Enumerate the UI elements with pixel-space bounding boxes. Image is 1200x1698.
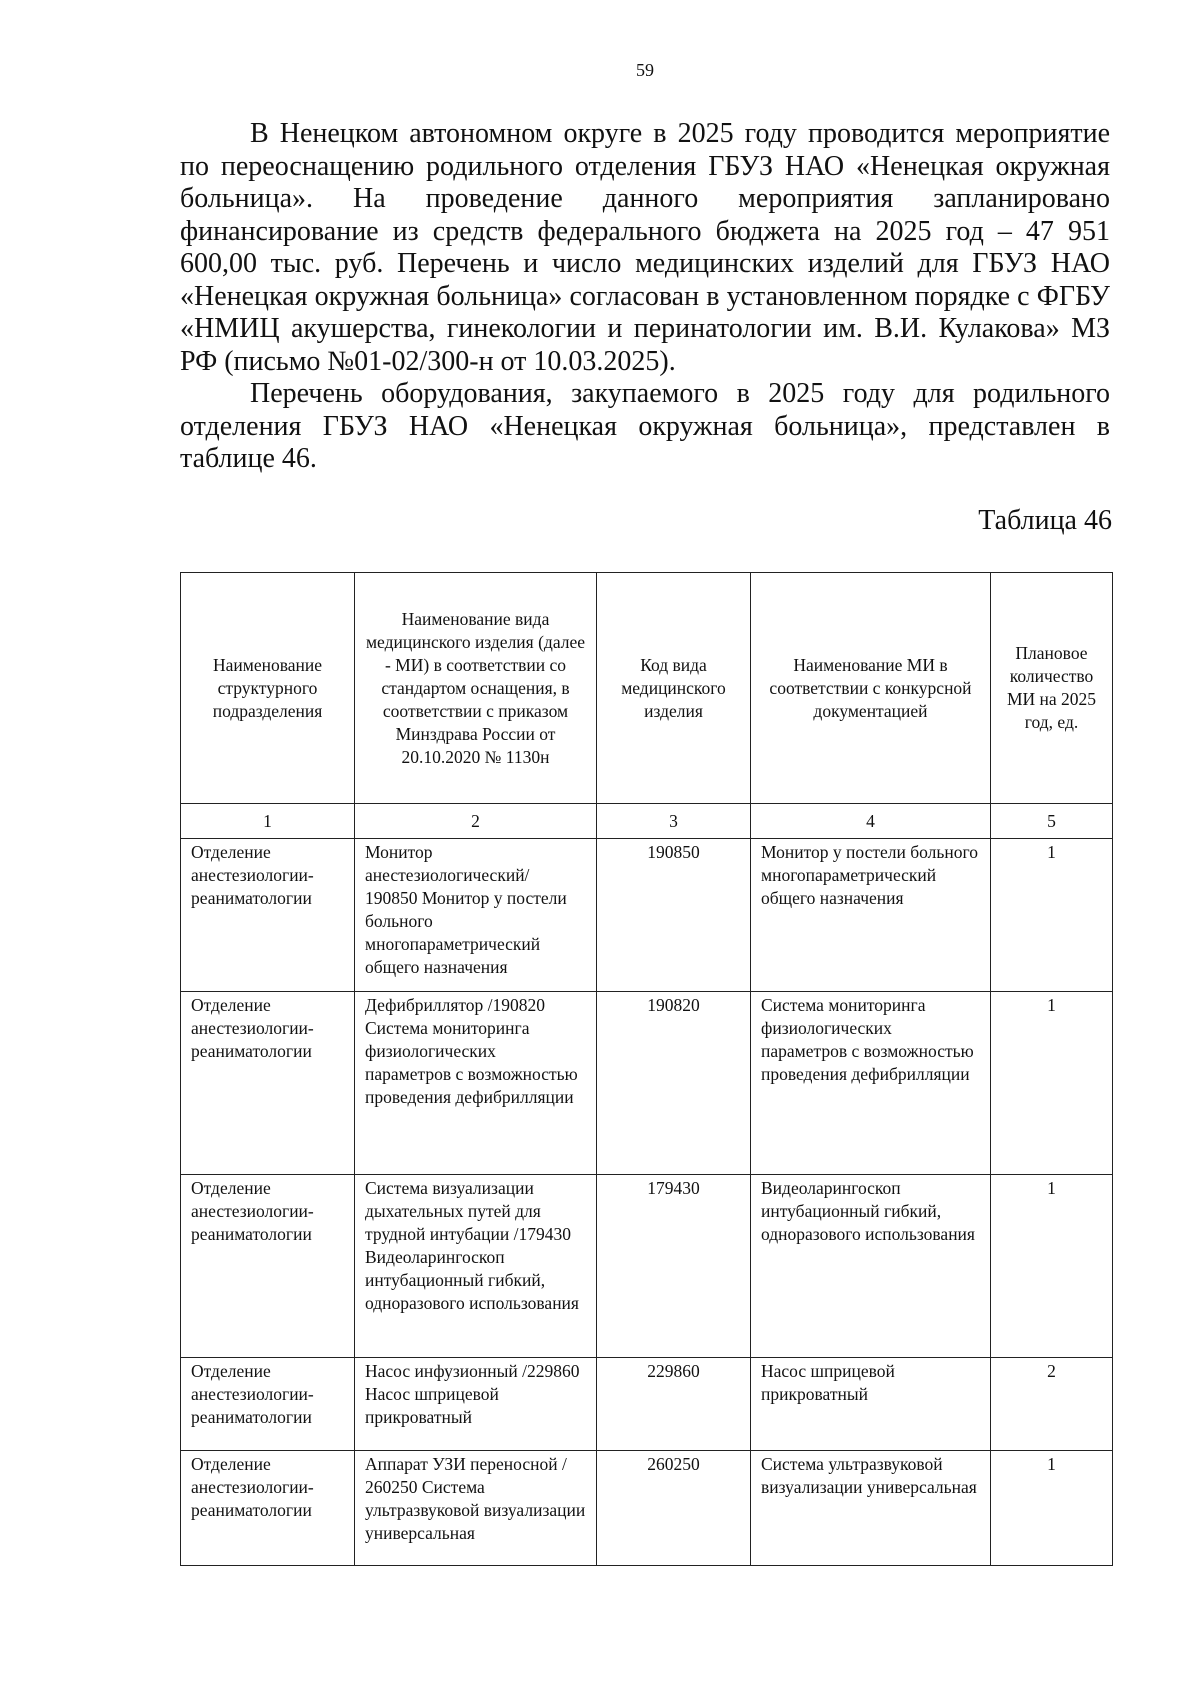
- cell-device-type: Монитор анестезиологический/ 190850 Монитор у постели больного многопараметрический общего назначения: [355, 839, 597, 992]
- column-number-row: [181, 804, 1113, 839]
- table-row: [181, 1175, 1113, 1358]
- cell-device-name: Насос шприцевой прикроватный: [751, 1358, 991, 1451]
- cell-department: Отделение анестезиологии-реаниматологии: [181, 1451, 355, 1566]
- cell-planned-quantity: 1: [991, 839, 1113, 992]
- table-header-row: [181, 573, 1113, 804]
- equipment-table: [180, 572, 1113, 1566]
- table-caption: Таблица 46: [978, 505, 1112, 536]
- cell-planned-quantity: 2: [991, 1358, 1113, 1451]
- cell-device-code: 190820: [597, 992, 751, 1175]
- cell-device-name: Монитор у постели больного многопараметрический общего назначения: [751, 839, 991, 992]
- cell-department: Отделение анестезиологии-реаниматологии: [181, 1175, 355, 1358]
- column-number: 5: [991, 804, 1113, 839]
- cell-device-code: 260250: [597, 1451, 751, 1566]
- header-planned-quantity: Плановое количество МИ на 2025 год, ед.: [991, 573, 1113, 804]
- paragraph-intro: В Ненецком автономном округе в 2025 году проводится мероприятие по переоснащению родильного отделения ГБУЗ НАО «Ненецкая окружная больница». На проведение данного мероприятия запланировано финансирование из средств федерального бюджета на 2025 год – 47 951 600,00 тыс. руб. Перечень и число медицинских изделий для ГБУЗ НАО «Ненецкая окружная больница» согласован в установленном порядке с ФГБУ «НМИЦ акушерства, гинекологии и перинатологии им. В.И. Кулакова» МЗ РФ (письмо №01-02/300-н от 10.03.2025).: [180, 118, 1110, 377]
- cell-device-type: Дефибриллятор /190820 Система мониторинга физиологических параметров с возможностью проведения дефибрилляции: [355, 992, 597, 1175]
- cell-planned-quantity: 1: [991, 992, 1113, 1175]
- column-number: 3: [597, 804, 751, 839]
- table-row: [181, 992, 1113, 1175]
- cell-device-type: Система визуализации дыхательных путей для трудной интубации /179430 Видеоларингоскоп интубационный гибкий, одноразового использования: [355, 1175, 597, 1358]
- table-row: [181, 839, 1113, 992]
- column-number: 2: [355, 804, 597, 839]
- cell-department: Отделение анестезиологии-реаниматологии: [181, 1358, 355, 1451]
- paragraph-equipment-list: Перечень оборудования, закупаемого в 2025 году для родильного отделения ГБУЗ НАО «Ненецкая окружная больница», представлен в таблице 46.: [180, 378, 1110, 474]
- header-device-code: Код вида медицинского изделия: [597, 573, 751, 804]
- header-department: Наименование структурного подразделения: [181, 573, 355, 804]
- cell-device-type: Аппарат УЗИ переносной / 260250 Система ультразвуковой визуализации универсальная: [355, 1451, 597, 1566]
- cell-device-name: Система мониторинга физиологических параметров с возможностью проведения дефибрилляции: [751, 992, 991, 1175]
- cell-planned-quantity: 1: [991, 1175, 1113, 1358]
- cell-device-code: 190850: [597, 839, 751, 992]
- table-row: [181, 1358, 1113, 1451]
- table-row: [181, 1451, 1113, 1566]
- cell-device-code: 179430: [597, 1175, 751, 1358]
- cell-planned-quantity: 1: [991, 1451, 1113, 1566]
- cell-device-name: Видеоларингоскоп интубационный гибкий, одноразового использования: [751, 1175, 991, 1358]
- cell-device-type: Насос инфузионный /229860 Насос шприцевой прикроватный: [355, 1358, 597, 1451]
- cell-department: Отделение анестезиологии-реаниматологии: [181, 992, 355, 1175]
- cell-device-code: 229860: [597, 1358, 751, 1451]
- cell-device-name: Система ультразвуковой визуализации универсальная: [751, 1451, 991, 1566]
- column-number: 4: [751, 804, 991, 839]
- cell-department: Отделение анестезиологии-реаниматологии: [181, 839, 355, 992]
- header-device-name: Наименование МИ в соответствии с конкурсной документацией: [751, 573, 991, 804]
- header-device-type: Наименование вида медицинского изделия (далее - МИ) в соответствии со стандартом оснащения, в соответствии с приказом Минздрава России от 20.10.2020 № 1130н: [355, 573, 597, 804]
- column-number: 1: [181, 804, 355, 839]
- page-number: 59: [636, 60, 654, 80]
